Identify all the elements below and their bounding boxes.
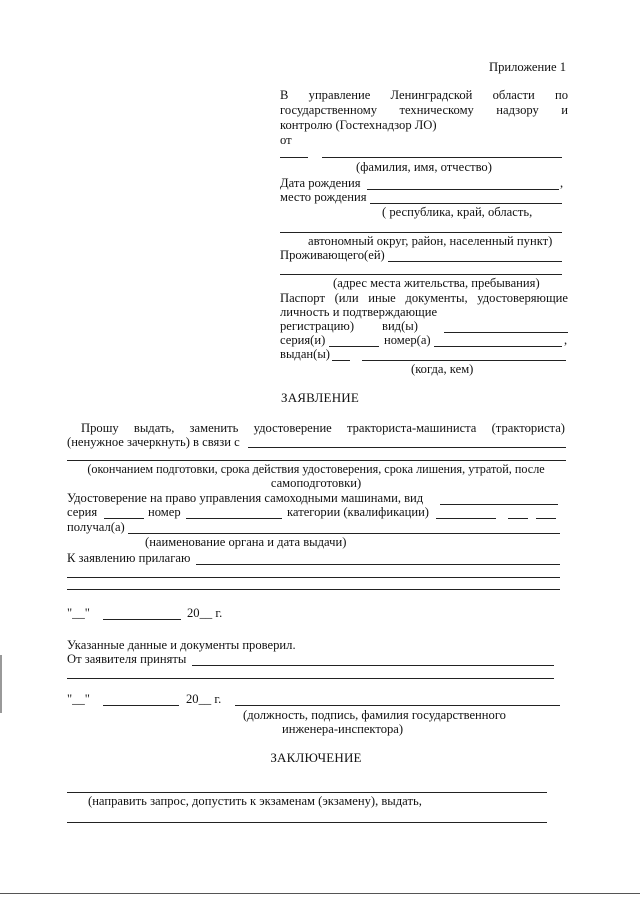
accepted-label: От заявителя приняты [67, 652, 187, 666]
kind-blank[interactable] [444, 332, 568, 333]
region-caption: ( республика, край, область, [382, 205, 533, 219]
application-title: ЗАЯВЛЕНИЕ [280, 390, 360, 405]
scan-bottom-edge [0, 893, 640, 894]
conclusion-title: ЗАКЛЮЧЕНИЕ [270, 750, 362, 765]
verification-year: 20__ г. [186, 692, 222, 706]
license-label: Удостоверение на право управления самоходными машинами, вид [67, 491, 424, 505]
from-label: от [280, 133, 292, 147]
received-blank[interactable] [128, 533, 560, 534]
fio-caption: (фамилия, имя, отчество) [356, 160, 492, 174]
inspector-blank[interactable] [235, 705, 560, 706]
birth-place-blank-2[interactable] [280, 232, 562, 233]
verification-month-blank[interactable] [103, 705, 179, 706]
reason-caption-1: (окончанием подготовки, срока действия удостоверения, срока лишения, утратой, после [87, 462, 545, 476]
application-month-blank[interactable] [103, 619, 181, 620]
birth-date-label: Дата рождения [280, 176, 361, 190]
addressee-line-3: контролю (Гостехнадзор ЛО) [280, 118, 437, 132]
issuer-caption: (наименование органа и дата выдачи) [145, 535, 347, 549]
license-series-label: серия [67, 505, 98, 519]
license-series-blank[interactable] [104, 518, 144, 519]
passport-line-1: Паспорт (или иные документы, удостоверяющие [280, 291, 568, 305]
license-number-blank[interactable] [186, 518, 282, 519]
accepted-blank-2[interactable] [67, 678, 554, 679]
resident-blank[interactable] [388, 261, 562, 262]
registration-label: регистрацию) [280, 319, 355, 333]
category-label: категории (квалификации) [287, 505, 430, 519]
category-blank-3[interactable] [536, 518, 556, 519]
birth-place-label: место рождения [280, 190, 367, 204]
inspector-caption-2: инженера-инспектора) [282, 722, 404, 736]
issued-label: выдан(ы) [280, 347, 330, 361]
addressee-line-1: В управление Ленинградской области по [280, 88, 568, 102]
category-blank-2[interactable] [508, 518, 528, 519]
conclusion-blank[interactable] [67, 792, 547, 793]
scan-edge-mark [0, 655, 2, 713]
birth-place-blank[interactable] [370, 203, 562, 204]
series-blank[interactable] [329, 346, 379, 347]
reason-caption-2: самоподготовки) [270, 476, 362, 490]
application-year: 20__ г. [187, 606, 223, 620]
passport-line-2: личность и подтверждающие [280, 305, 438, 319]
reason-blank[interactable] [248, 447, 566, 448]
attach-blank-3[interactable] [67, 589, 560, 590]
addressee-line-2: государственному техническому надзору и [280, 103, 568, 117]
reason-blank-2[interactable] [67, 460, 566, 461]
number-comma: , [564, 333, 568, 347]
checked-label: Указанные данные и документы проверил. [67, 638, 296, 652]
conclusion-blank-2[interactable] [67, 822, 547, 823]
number-label: номер(а) [384, 333, 431, 347]
application-date-quote: "__" [67, 606, 90, 620]
strike-note: (ненужное зачеркнуть) в связи с [67, 435, 240, 449]
birth-date-blank[interactable] [367, 189, 559, 190]
issued-blank[interactable] [362, 360, 566, 361]
received-label: получал(а) [67, 520, 125, 534]
category-blank[interactable] [436, 518, 496, 519]
fio-blank[interactable] [322, 157, 562, 158]
series-label: серия(и) [280, 333, 326, 347]
fio-blank-short[interactable] [280, 157, 308, 158]
attach-label: К заявлению прилагаю [67, 551, 191, 565]
attach-blank[interactable] [196, 564, 560, 565]
resident-label: Проживающего(ей) [280, 248, 385, 262]
attach-blank-2[interactable] [67, 577, 560, 578]
address-blank[interactable] [280, 274, 562, 275]
verification-date-quote: "__" [67, 692, 90, 706]
number-blank[interactable] [434, 346, 562, 347]
issued-blank-short[interactable] [332, 360, 350, 361]
district-caption: автономный округ, район, населенный пункт) [308, 234, 553, 248]
accepted-blank[interactable] [192, 665, 554, 666]
license-kind-blank[interactable] [440, 504, 558, 505]
when-by-caption: (когда, кем) [411, 362, 474, 376]
inspector-caption-1: (должность, подпись, фамилия государственного [243, 708, 506, 722]
address-caption: (адрес места жительства, пребывания) [333, 276, 540, 290]
kind-label: вид(ы) [382, 319, 418, 333]
request-line: Прошу выдать, заменить удостоверение тракториста-машиниста (тракториста) [81, 421, 565, 435]
conclusion-caption: (направить запрос, допустить к экзаменам (экзамену), выдать, [88, 794, 422, 808]
appendix-label: Приложение 1 [489, 60, 567, 74]
birth-date-comma: , [560, 176, 564, 190]
license-number-label: номер [148, 505, 181, 519]
